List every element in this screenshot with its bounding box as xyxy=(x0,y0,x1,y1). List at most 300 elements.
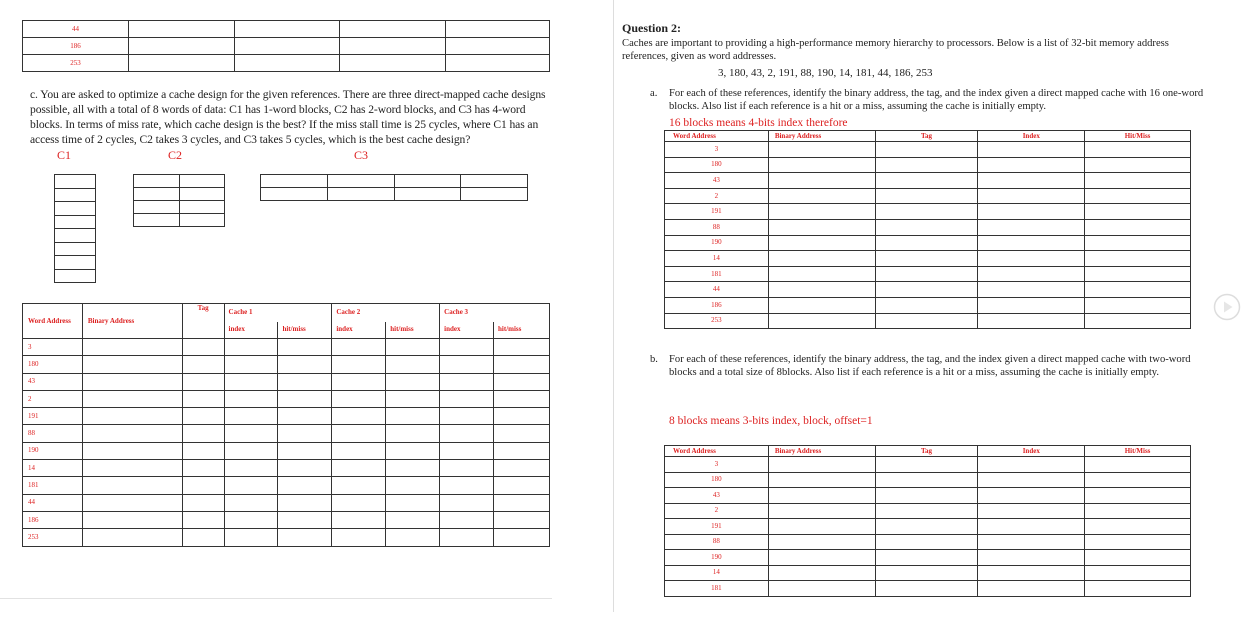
table-cell xyxy=(1085,313,1191,329)
table-header-cell: Index xyxy=(978,131,1085,142)
c2-block xyxy=(179,188,225,201)
top-table-cell xyxy=(234,21,340,38)
table-row xyxy=(23,460,550,477)
table-cell xyxy=(440,356,494,373)
table-header-row xyxy=(665,446,1191,457)
table-cell xyxy=(1085,457,1191,473)
table-cell xyxy=(278,511,332,528)
header-cache1-index: index xyxy=(224,322,278,339)
c1-row xyxy=(55,256,96,270)
table-cell xyxy=(875,188,978,204)
table-cell xyxy=(386,390,440,407)
table-row xyxy=(665,157,1191,173)
table-cell xyxy=(440,339,494,356)
table-row xyxy=(665,204,1191,220)
table-cell xyxy=(224,442,278,459)
table-cell xyxy=(1085,534,1191,550)
table-cell xyxy=(1085,266,1191,282)
part-b-label: b. xyxy=(650,354,658,365)
table-row xyxy=(665,282,1191,298)
part-a-table xyxy=(664,130,1191,329)
table-cell xyxy=(494,477,550,494)
c3-block xyxy=(461,188,528,201)
c2-block xyxy=(134,188,180,201)
table-cell xyxy=(1085,550,1191,566)
c2-block xyxy=(134,175,180,188)
table-cell xyxy=(82,356,182,373)
header-cache1-hitmiss: hit/miss xyxy=(278,322,332,339)
table-cell xyxy=(182,356,224,373)
c3-block xyxy=(327,175,394,188)
table-cell xyxy=(875,550,978,566)
table-cell xyxy=(768,297,875,313)
header-cache2-index: index xyxy=(332,322,386,339)
table-cell xyxy=(224,511,278,528)
table-cell xyxy=(494,408,550,425)
table-cell xyxy=(182,511,224,528)
table-cell xyxy=(768,173,875,189)
table-cell xyxy=(82,339,182,356)
table-cell xyxy=(224,494,278,511)
table-row xyxy=(665,173,1191,189)
table-cell xyxy=(875,235,978,251)
table-cell xyxy=(978,550,1085,566)
table-cell xyxy=(332,373,386,390)
table-cell xyxy=(978,488,1085,504)
word-address-cell: 181 xyxy=(23,477,83,494)
table-cell xyxy=(278,494,332,511)
header-tag: Tag xyxy=(182,304,224,339)
part-a-note: 16 blocks means 4-bits index therefore xyxy=(669,117,848,129)
word-address-cell: 190 xyxy=(23,442,83,459)
top-table-cell xyxy=(446,21,550,38)
table-row xyxy=(23,477,550,494)
table-cell xyxy=(82,442,182,459)
table-cell xyxy=(82,511,182,528)
table-cell xyxy=(332,408,386,425)
table-cell xyxy=(82,494,182,511)
top-table-cell xyxy=(446,55,550,72)
table-cell xyxy=(386,460,440,477)
table-header-cell: Tag xyxy=(875,131,978,142)
table-cell xyxy=(768,457,875,473)
table-cell xyxy=(494,425,550,442)
table-cell xyxy=(440,460,494,477)
header-cache-3: Cache 3 xyxy=(440,304,550,322)
table-cell xyxy=(182,408,224,425)
table-row xyxy=(665,534,1191,550)
part-b-question xyxy=(650,354,1214,379)
table-cell xyxy=(875,142,978,158)
c3-block xyxy=(327,188,394,201)
table-cell xyxy=(978,282,1085,298)
table-cell xyxy=(440,373,494,390)
top-table-row xyxy=(23,55,550,72)
table-row xyxy=(665,519,1191,535)
table-cell xyxy=(768,472,875,488)
table-cell xyxy=(224,425,278,442)
word-address-cell: 191 xyxy=(665,204,769,220)
table-cell xyxy=(978,313,1085,329)
c1-row xyxy=(55,202,96,216)
table-cell xyxy=(332,460,386,477)
table-row xyxy=(665,503,1191,519)
top-table-cell xyxy=(128,55,234,72)
table-row xyxy=(23,390,550,407)
table-cell xyxy=(1085,503,1191,519)
c2-row xyxy=(134,201,225,214)
header-binary-address: Binary Address xyxy=(82,304,182,339)
top-table-cell xyxy=(128,21,234,38)
table-cell xyxy=(224,339,278,356)
word-address-cell: 253 xyxy=(665,313,769,329)
table-cell xyxy=(332,442,386,459)
table-cell xyxy=(875,519,978,535)
c2-label: C2 xyxy=(168,148,183,162)
c3-block xyxy=(394,188,461,201)
table-cell xyxy=(978,534,1085,550)
table-cell xyxy=(82,390,182,407)
table-cell xyxy=(1085,581,1191,597)
c1-row xyxy=(55,242,96,256)
table-cell xyxy=(440,494,494,511)
table-cell xyxy=(386,494,440,511)
table-cell xyxy=(1085,157,1191,173)
table-cell xyxy=(1085,472,1191,488)
table-row xyxy=(665,472,1191,488)
table-cell xyxy=(386,408,440,425)
word-address-cell: 88 xyxy=(665,534,769,550)
word-address-cell: 2 xyxy=(665,188,769,204)
header-cache2-hitmiss: hit/miss xyxy=(386,322,440,339)
c1-label: C1 xyxy=(57,148,72,162)
word-address-cell: 3 xyxy=(665,457,769,473)
table-cell xyxy=(82,460,182,477)
table-cell xyxy=(386,511,440,528)
table-row xyxy=(665,219,1191,235)
table-cell xyxy=(494,339,550,356)
table-row xyxy=(23,511,550,528)
table-cell xyxy=(875,297,978,313)
table-cell xyxy=(875,173,978,189)
table-cell xyxy=(1085,488,1191,504)
table-cell xyxy=(494,460,550,477)
part-b-table xyxy=(664,445,1191,597)
table-cell xyxy=(386,356,440,373)
table-cell xyxy=(278,425,332,442)
word-address-cell: 180 xyxy=(665,472,769,488)
table-cell xyxy=(768,503,875,519)
table-row xyxy=(23,356,550,373)
table-cell xyxy=(386,373,440,390)
table-cell xyxy=(224,356,278,373)
question-2-intro: Caches are important to providing a high-performance memory hierarchy to processors. Below is a list of 32-bit memory address references, given as word addresses. xyxy=(622,38,1169,62)
table-cell xyxy=(494,511,550,528)
table-cell xyxy=(278,390,332,407)
table-cell xyxy=(875,534,978,550)
word-address-cell: 180 xyxy=(23,356,83,373)
table-cell xyxy=(278,408,332,425)
table-cell xyxy=(278,477,332,494)
table-cell xyxy=(978,235,1085,251)
table-cell xyxy=(875,457,978,473)
table-row xyxy=(665,251,1191,267)
header-cache3-hitmiss: hit/miss xyxy=(494,322,550,339)
table-cell xyxy=(1085,251,1191,267)
top-table-row xyxy=(23,38,550,55)
table-cell xyxy=(1085,235,1191,251)
table-cell xyxy=(386,425,440,442)
table-row xyxy=(23,408,550,425)
play-icon[interactable] xyxy=(1213,293,1241,321)
table-header-cell: Hit/Miss xyxy=(1085,131,1191,142)
c1-row xyxy=(55,175,96,189)
c3-block xyxy=(461,175,528,188)
table-header-cell: Tag xyxy=(875,446,978,457)
c3-row xyxy=(261,188,528,201)
table-cell xyxy=(224,408,278,425)
word-address-cell: 181 xyxy=(665,581,769,597)
word-address-cell: 44 xyxy=(665,282,769,298)
part-b-note: 8 blocks means 3-bits index, block, offset=1 xyxy=(669,415,873,427)
word-address-cell: 180 xyxy=(665,157,769,173)
table-cell xyxy=(978,565,1085,581)
table-row xyxy=(665,565,1191,581)
table-cell xyxy=(1085,565,1191,581)
part-c-text: You are asked to optimize a cache design for the given references. There are three direct-mapped cache designs possible, all with a total of 8 words of data: C1 has 1-word blocks, C2 has 2-word blocks, and C3 has 4-word blocks. In terms of miss rate, which cache design is the best? If the miss stall time is 25 cycles, where C1 has an access time of 2 cycles, C2 takes 3 cycles, and C3 takes 5 cycles, which is the best cache design? xyxy=(30,88,546,146)
top-table-cell xyxy=(340,21,446,38)
c2-row xyxy=(134,214,225,227)
table-row xyxy=(665,235,1191,251)
table-cell xyxy=(978,457,1085,473)
part-b-text: For each of these references, identify the binary address, the tag, and the index given a direct mapped cache with two-word blocks and a total size of 8blocks. Also list if each reference is a hit or a miss, assuming the cache is initially empty. xyxy=(669,354,1191,378)
table-cell xyxy=(440,390,494,407)
top-table-cell xyxy=(340,38,446,55)
word-address-cell: 191 xyxy=(23,408,83,425)
question-2-title: Question 2: xyxy=(622,21,682,35)
table-cell xyxy=(332,390,386,407)
table-cell xyxy=(875,204,978,220)
table-cell xyxy=(1085,519,1191,535)
c2-block xyxy=(134,214,180,227)
table-cell xyxy=(768,142,875,158)
table-cell xyxy=(768,266,875,282)
table-cell xyxy=(332,425,386,442)
table-cell xyxy=(440,425,494,442)
table-row xyxy=(23,425,550,442)
table-cell xyxy=(182,477,224,494)
table-cell xyxy=(494,356,550,373)
c1-row xyxy=(55,215,96,229)
table-cell xyxy=(768,313,875,329)
cache-comparison-table xyxy=(22,303,550,547)
address-references: 3, 180, 43, 2, 191, 88, 190, 14, 181, 44, 186, 253 xyxy=(718,67,933,79)
table-cell xyxy=(978,297,1085,313)
table-header-row xyxy=(665,131,1191,142)
table-header-cell: Word Address xyxy=(665,131,769,142)
top-table-cell xyxy=(340,55,446,72)
top-table-cell: 253 xyxy=(23,55,129,72)
table-cell xyxy=(278,442,332,459)
word-address-cell: 14 xyxy=(665,251,769,267)
word-address-cell: 190 xyxy=(665,235,769,251)
table-cell xyxy=(1085,188,1191,204)
table-cell xyxy=(332,356,386,373)
table-cell xyxy=(494,373,550,390)
table-cell xyxy=(978,503,1085,519)
c3-row xyxy=(261,175,528,188)
header-word-address: Word Address xyxy=(23,304,83,339)
table-cell xyxy=(875,219,978,235)
table-cell xyxy=(182,373,224,390)
table-cell xyxy=(875,282,978,298)
table-cell xyxy=(978,142,1085,158)
part-a-question xyxy=(650,88,1214,113)
table-cell xyxy=(440,529,494,546)
c1-row xyxy=(55,188,96,202)
table-cell xyxy=(332,477,386,494)
table-cell xyxy=(182,529,224,546)
table-cell xyxy=(332,339,386,356)
column-divider xyxy=(613,0,614,612)
word-address-cell: 186 xyxy=(665,297,769,313)
table-cell xyxy=(768,519,875,535)
table-cell xyxy=(875,565,978,581)
c1-block xyxy=(55,242,96,256)
c3-block xyxy=(394,175,461,188)
header-cache-1: Cache 1 xyxy=(224,304,332,322)
header-cache-2: Cache 2 xyxy=(332,304,440,322)
table-cell xyxy=(82,425,182,442)
word-address-cell: 2 xyxy=(23,390,83,407)
table-cell xyxy=(875,266,978,282)
word-address-cell: 14 xyxy=(665,565,769,581)
table-cell xyxy=(1085,297,1191,313)
table-cell xyxy=(224,529,278,546)
word-address-cell: 3 xyxy=(665,142,769,158)
table-cell xyxy=(768,534,875,550)
table-cell xyxy=(768,188,875,204)
table-cell xyxy=(768,565,875,581)
table-cell xyxy=(978,266,1085,282)
table-header-cell: Binary Address xyxy=(768,131,875,142)
c1-block xyxy=(55,229,96,243)
word-address-cell: 2 xyxy=(665,503,769,519)
c2-block xyxy=(134,201,180,214)
table-cell xyxy=(332,511,386,528)
c3-block xyxy=(261,188,328,201)
word-address-cell: 190 xyxy=(665,550,769,566)
top-table-cell xyxy=(234,55,340,72)
c2-row xyxy=(134,175,225,188)
table-cell xyxy=(768,488,875,504)
word-address-cell: 186 xyxy=(23,511,83,528)
table-cell xyxy=(386,339,440,356)
c1-row xyxy=(55,229,96,243)
table-cell xyxy=(440,408,494,425)
word-address-cell: 253 xyxy=(23,529,83,546)
c3-label: C3 xyxy=(354,148,369,162)
table-cell xyxy=(278,356,332,373)
table-cell xyxy=(978,519,1085,535)
top-table-cell xyxy=(234,38,340,55)
word-address-cell: 88 xyxy=(665,219,769,235)
table-cell xyxy=(278,529,332,546)
header-cache3-index: index xyxy=(440,322,494,339)
table-cell xyxy=(494,529,550,546)
table-cell xyxy=(875,313,978,329)
table-cell xyxy=(386,529,440,546)
table-cell xyxy=(182,390,224,407)
top-table-cell xyxy=(446,38,550,55)
c1-row xyxy=(55,269,96,283)
table-row xyxy=(665,142,1191,158)
c1-block xyxy=(55,188,96,202)
table-header-cell: Index xyxy=(978,446,1085,457)
c3-cache-diagram xyxy=(260,174,528,201)
table-cell xyxy=(1085,173,1191,189)
table-cell xyxy=(386,477,440,494)
table-cell xyxy=(224,390,278,407)
table-cell xyxy=(278,339,332,356)
c1-block xyxy=(55,269,96,283)
table-cell xyxy=(82,373,182,390)
table-cell xyxy=(1085,282,1191,298)
table-row xyxy=(665,313,1191,329)
table-cell xyxy=(978,472,1085,488)
part-a-text: For each of these references, identify the binary address, the tag, and the index given a direct mapped cache with 16 one-word blocks. Also list if each reference is a hit or a miss, assuming the cache is initially empty. xyxy=(669,88,1204,112)
table-cell xyxy=(768,219,875,235)
table-cell xyxy=(182,442,224,459)
table-cell xyxy=(224,460,278,477)
table-cell xyxy=(224,373,278,390)
table-cell xyxy=(182,339,224,356)
table-cell xyxy=(182,425,224,442)
table-cell xyxy=(332,529,386,546)
top-table xyxy=(22,20,550,72)
c2-block xyxy=(179,201,225,214)
table-cell xyxy=(768,581,875,597)
table-cell xyxy=(978,173,1085,189)
table-cell xyxy=(386,442,440,459)
table-cell xyxy=(1085,142,1191,158)
table-cell xyxy=(978,219,1085,235)
table-cell xyxy=(82,477,182,494)
top-table-cell xyxy=(128,38,234,55)
c3-block xyxy=(261,175,328,188)
table-row xyxy=(665,266,1191,282)
part-a-label: a. xyxy=(650,88,658,99)
table-cell xyxy=(875,251,978,267)
table-cell xyxy=(978,581,1085,597)
table-cell xyxy=(875,488,978,504)
c2-block xyxy=(179,214,225,227)
table-cell xyxy=(875,157,978,173)
table-cell xyxy=(978,251,1085,267)
table-cell xyxy=(978,204,1085,220)
c1-block xyxy=(55,256,96,270)
table-row xyxy=(665,550,1191,566)
table-cell xyxy=(875,472,978,488)
table-row xyxy=(23,442,550,459)
table-cell xyxy=(768,157,875,173)
c2-block xyxy=(179,175,225,188)
table-cell xyxy=(875,503,978,519)
word-address-cell: 14 xyxy=(23,460,83,477)
word-address-cell: 44 xyxy=(23,494,83,511)
table-header-cell: Hit/Miss xyxy=(1085,446,1191,457)
table-cell xyxy=(440,442,494,459)
